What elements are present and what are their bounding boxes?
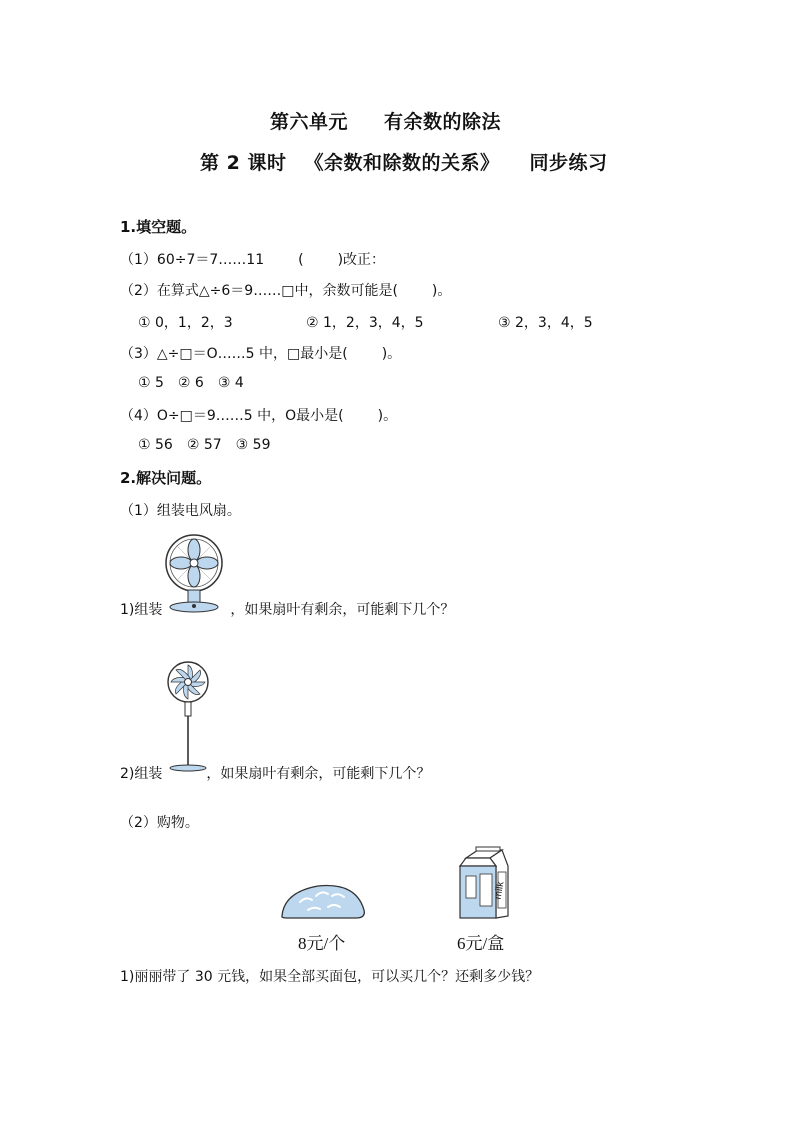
shop-question-1: 1)丽丽带了 30 元钱，如果全部买面包，可以买几个？还剩多少钱？ [120, 969, 540, 985]
milk-label: milk [492, 880, 507, 901]
q1-num: （1） [120, 252, 157, 268]
q4-option-2[interactable]: ② 57 [186, 437, 222, 453]
q3-option-1[interactable]: ① 5 [138, 375, 164, 391]
q2-option-2[interactable]: ② 1，2，3，4，5 [306, 315, 424, 331]
q4-line [120, 405, 397, 425]
q1-tail: 改正： [343, 252, 386, 268]
q3-option-3[interactable]: ③ 4 [217, 375, 244, 391]
fan1-question [120, 599, 454, 619]
q1-line [120, 249, 385, 269]
q4-text: （4）O÷□＝9……5 中，O最小是( [120, 408, 344, 424]
q2-close: )。 [431, 283, 452, 299]
q3-text: （3）△÷□＝O……5 中，□最小是( [120, 346, 348, 362]
lesson-type: 同步练习 [529, 152, 608, 174]
bread-price: 8元/个 [298, 934, 346, 953]
q1-paren-close: ) [337, 252, 344, 268]
q2-text: （2）在算式△÷6＝9……□中，余数可能是( [120, 283, 398, 299]
q2-option-3[interactable]: ③ 2，3，4，5 [498, 315, 593, 331]
sub2-title: （2）购物。 [120, 815, 199, 831]
unit-label: 第六单元 [270, 111, 349, 133]
lesson-title [200, 148, 607, 175]
q3-close: )。 [381, 346, 402, 362]
q4-options [138, 437, 270, 453]
q3-option-2[interactable]: ② 6 [177, 375, 204, 391]
q1-paren-open: ( [298, 252, 304, 268]
fan1-prefix: 1)组装 [120, 602, 163, 618]
unit-topic: 有余数的除法 [384, 111, 502, 133]
fan2-suffix: ，如果扇叶有剩余，可能剩下几个？ [206, 766, 431, 782]
section1-title: 1.填空题。 [120, 218, 197, 236]
standing-fan-icon [166, 660, 210, 776]
q2-option-1[interactable]: ① 0，1，2，3 [138, 315, 233, 331]
bread-icon [278, 880, 368, 922]
q2-line [120, 280, 451, 300]
fan2-question [120, 763, 430, 783]
unit-title [270, 107, 501, 134]
sub1-title: （1）组装电风扇。 [120, 503, 241, 519]
milk-carton-icon [456, 846, 512, 920]
q4-option-3[interactable]: ③ 59 [235, 437, 271, 453]
q3-options [138, 375, 244, 391]
lesson-topic: 《余数和除数的关系》 [304, 152, 500, 174]
q1-expr: 60÷7＝7……11 [156, 252, 265, 268]
q4-close: )。 [377, 408, 398, 424]
milk-price: 6元/盒 [457, 934, 505, 953]
q4-option-1[interactable]: ① 56 [138, 437, 173, 453]
q3-line [120, 343, 401, 363]
fan2-prefix: 2)组装 [120, 766, 163, 782]
fan1-suffix: ，如果扇叶有剩余，可能剩下几个？ [230, 602, 455, 618]
lesson-label: 第 2 课时 [200, 152, 287, 174]
section2-title: 2.解决问题。 [120, 469, 212, 487]
